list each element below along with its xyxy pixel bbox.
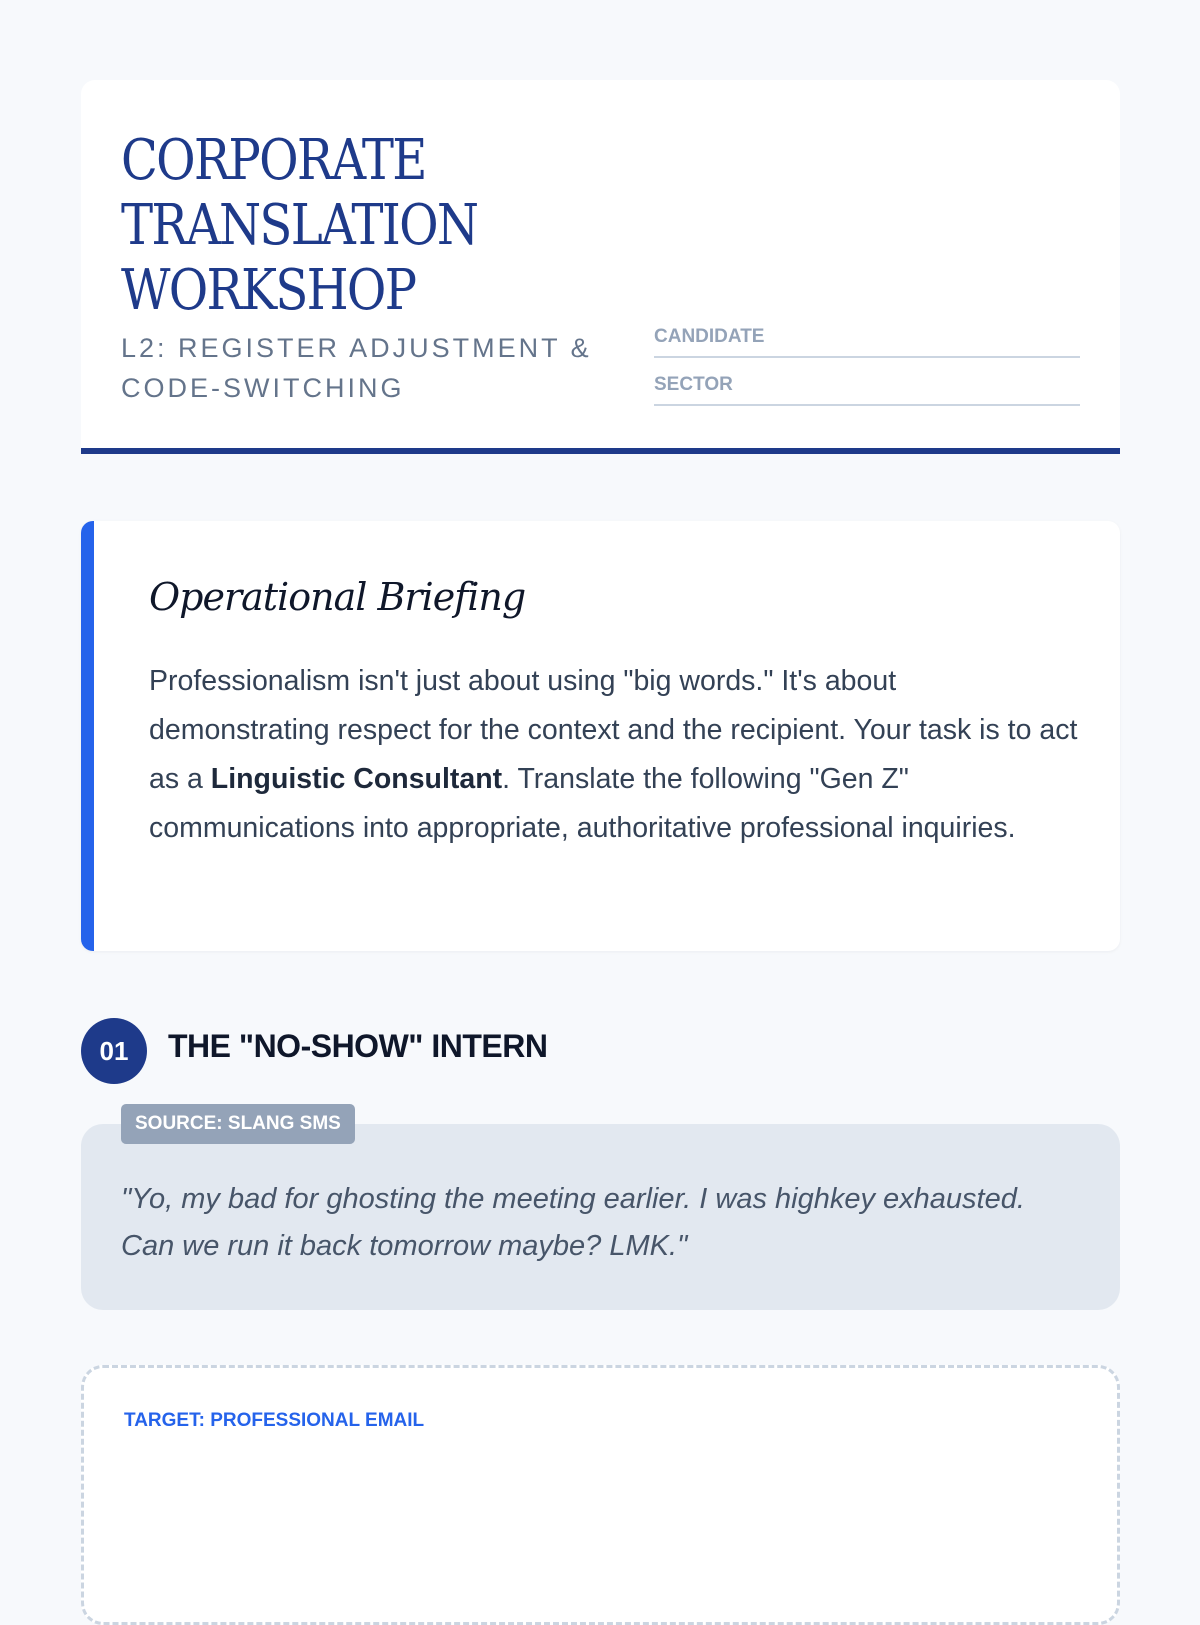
- title-line: TRANSLATION: [121, 193, 478, 258]
- source-tag: SOURCE: SLANG SMS: [121, 1104, 355, 1144]
- target-label: TARGET: PROFESSIONAL EMAIL: [124, 1410, 425, 1431]
- briefing-text-end: . Translate the following "Gen Z" communications into appropriate, authoritative professional inquiries.: [149, 763, 1016, 844]
- briefing-text-start: Professionalism isn't just about using "big words." It's about demonstrating respect for the context and the recipient. Your task is to act as a: [149, 665, 1078, 795]
- briefing-card: [81, 521, 1120, 951]
- sector-field[interactable]: SECTOR: [654, 374, 1080, 406]
- source-quote: "Yo, my bad for ghosting the meeting earlier. I was highkey exhausted. Can we run it back tomorrow maybe? LMK.": [121, 1183, 1025, 1262]
- page-subtitle: L2: REGISTER ADJUSTMENT & CODE-SWITCHING: [121, 333, 592, 403]
- page-title: [121, 128, 641, 323]
- briefing-text: [149, 657, 1079, 853]
- briefing-role-emphasis: Linguistic Consultant: [210, 763, 503, 795]
- exercise-title: THE "NO-SHOW" INTERN: [168, 1028, 548, 1064]
- briefing-title: Operational Briefing: [149, 575, 526, 619]
- title-line: CORPORATE: [121, 128, 426, 193]
- exercise-number-badge: 01: [81, 1018, 147, 1084]
- title-line: WORKSHOP: [121, 258, 416, 323]
- worksheet-header: [81, 80, 1120, 454]
- source-message-box: [81, 1124, 1120, 1310]
- target-response-box[interactable]: [81, 1365, 1120, 1625]
- candidate-field[interactable]: CANDIDATE: [654, 326, 1080, 358]
